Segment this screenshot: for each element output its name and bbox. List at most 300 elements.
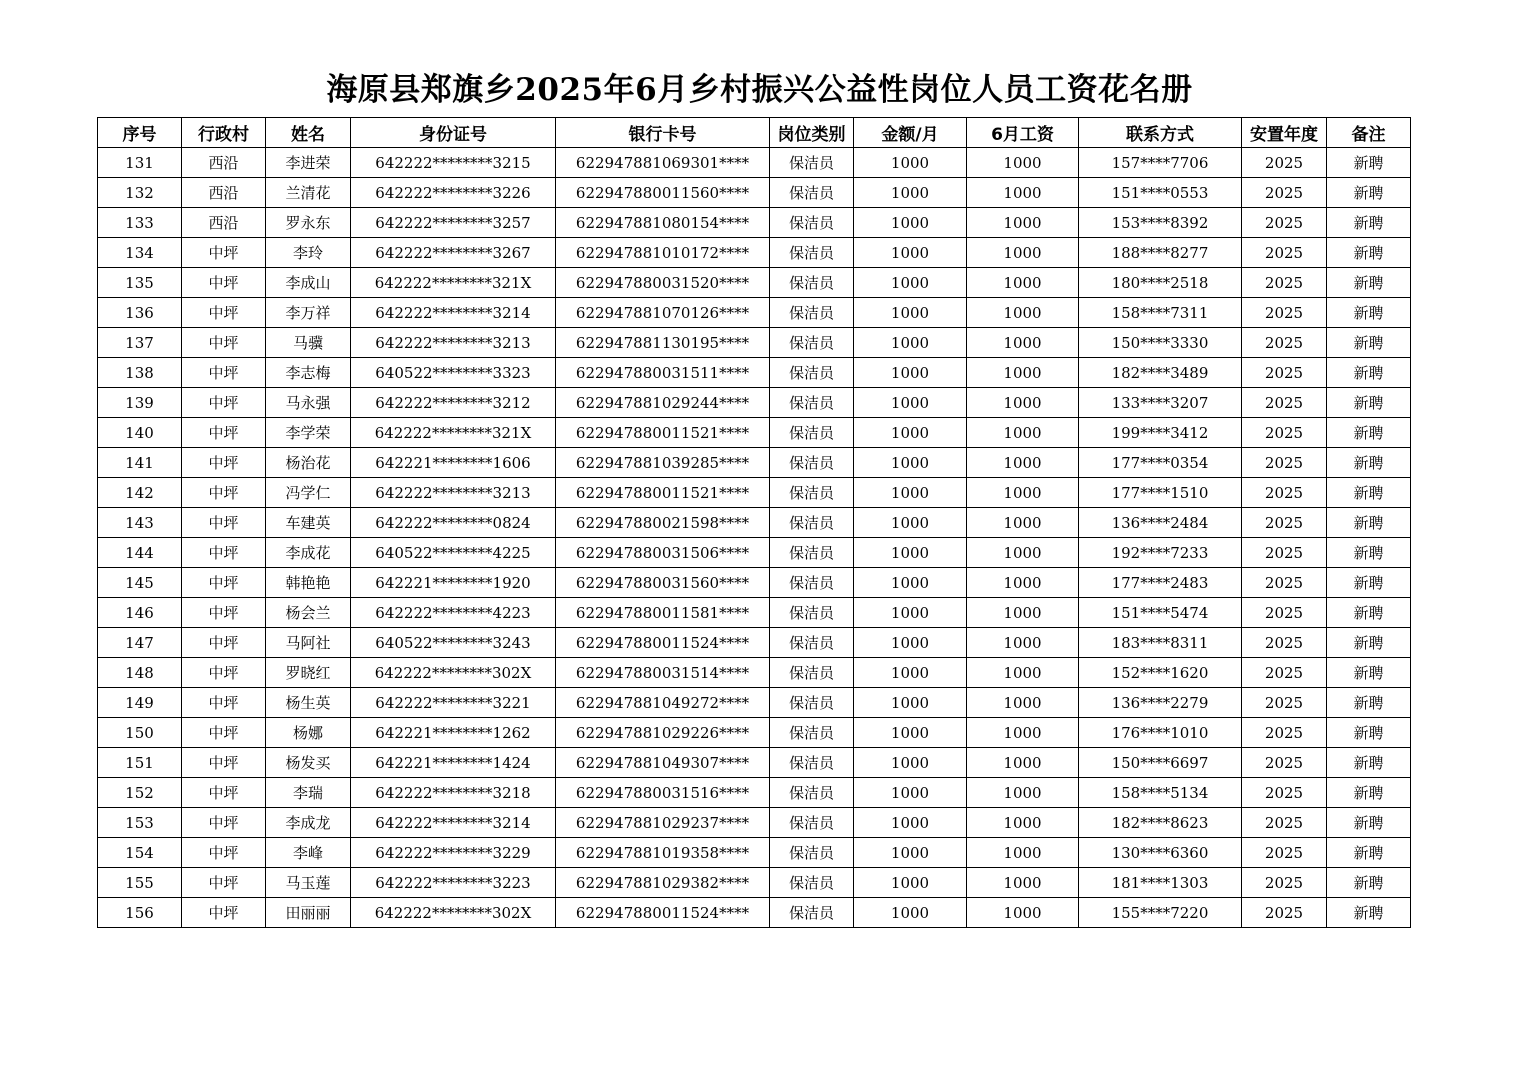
cell-monthly-amount: 1000 [854, 538, 967, 568]
cell-id-number: 642222********3226 [351, 178, 556, 208]
cell-position: 保洁员 [770, 508, 854, 538]
cell-june-wage: 1000 [967, 448, 1079, 478]
cell-remarks: 新聘 [1327, 148, 1411, 178]
cell-position: 保洁员 [770, 358, 854, 388]
cell-id-number: 642222********3214 [351, 808, 556, 838]
cell-monthly-amount: 1000 [854, 208, 967, 238]
cell-position: 保洁员 [770, 838, 854, 868]
cell-name: 马永强 [266, 388, 351, 418]
cell-village: 中坪 [182, 478, 266, 508]
cell-monthly-amount: 1000 [854, 478, 967, 508]
cell-placement-year: 2025 [1242, 208, 1327, 238]
cell-index: 134 [98, 238, 182, 268]
col-header-contact: 联系方式 [1079, 118, 1242, 148]
cell-index: 154 [98, 838, 182, 868]
cell-bank-card: 622947880031520**** [556, 268, 770, 298]
cell-june-wage: 1000 [967, 478, 1079, 508]
cell-contact: 177****2483 [1079, 568, 1242, 598]
cell-name: 马玉莲 [266, 868, 351, 898]
cell-monthly-amount: 1000 [854, 268, 967, 298]
cell-id-number: 642222********0824 [351, 508, 556, 538]
cell-monthly-amount: 1000 [854, 388, 967, 418]
col-header-position: 岗位类别 [770, 118, 854, 148]
cell-placement-year: 2025 [1242, 268, 1327, 298]
cell-village: 中坪 [182, 658, 266, 688]
table-row [98, 898, 1411, 928]
cell-bank-card: 622947880011581**** [556, 598, 770, 628]
cell-contact: 199****3412 [1079, 418, 1242, 448]
cell-index: 138 [98, 358, 182, 388]
cell-name: 李瑞 [266, 778, 351, 808]
table-row [98, 748, 1411, 778]
cell-id-number: 642222********3229 [351, 838, 556, 868]
cell-name: 田丽丽 [266, 898, 351, 928]
cell-placement-year: 2025 [1242, 748, 1327, 778]
cell-monthly-amount: 1000 [854, 358, 967, 388]
cell-remarks: 新聘 [1327, 658, 1411, 688]
cell-index: 152 [98, 778, 182, 808]
cell-position: 保洁员 [770, 778, 854, 808]
cell-placement-year: 2025 [1242, 478, 1327, 508]
cell-village: 中坪 [182, 538, 266, 568]
cell-name: 韩艳艳 [266, 568, 351, 598]
cell-remarks: 新聘 [1327, 388, 1411, 418]
cell-name: 罗永东 [266, 208, 351, 238]
cell-village: 中坪 [182, 298, 266, 328]
cell-village: 中坪 [182, 388, 266, 418]
cell-bank-card: 622947881080154**** [556, 208, 770, 238]
cell-village: 中坪 [182, 808, 266, 838]
cell-placement-year: 2025 [1242, 778, 1327, 808]
cell-name: 李万祥 [266, 298, 351, 328]
cell-june-wage: 1000 [967, 178, 1079, 208]
cell-village: 西沿 [182, 148, 266, 178]
cell-position: 保洁员 [770, 268, 854, 298]
cell-contact: 176****1010 [1079, 718, 1242, 748]
cell-bank-card: 622947880031516**** [556, 778, 770, 808]
cell-contact: 158****5134 [1079, 778, 1242, 808]
cell-monthly-amount: 1000 [854, 808, 967, 838]
cell-remarks: 新聘 [1327, 898, 1411, 928]
cell-village: 中坪 [182, 778, 266, 808]
cell-contact: 136****2484 [1079, 508, 1242, 538]
table-row [98, 418, 1411, 448]
cell-bank-card: 622947881039285**** [556, 448, 770, 478]
cell-position: 保洁员 [770, 628, 854, 658]
table-row [98, 868, 1411, 898]
page-title: 海原县郑旗乡2025年6月乡村振兴公益性岗位人员工资花名册 [326, 72, 1193, 108]
cell-contact: 130****6360 [1079, 838, 1242, 868]
col-header-bank-card: 银行卡号 [556, 118, 770, 148]
cell-remarks: 新聘 [1327, 778, 1411, 808]
cell-id-number: 642222********3257 [351, 208, 556, 238]
cell-bank-card: 622947881069301**** [556, 148, 770, 178]
cell-remarks: 新聘 [1327, 628, 1411, 658]
table-row [98, 658, 1411, 688]
cell-placement-year: 2025 [1242, 568, 1327, 598]
cell-village: 中坪 [182, 268, 266, 298]
cell-position: 保洁员 [770, 568, 854, 598]
cell-bank-card: 622947881049272**** [556, 688, 770, 718]
cell-placement-year: 2025 [1242, 238, 1327, 268]
cell-position: 保洁员 [770, 178, 854, 208]
cell-placement-year: 2025 [1242, 298, 1327, 328]
cell-bank-card: 622947880031514**** [556, 658, 770, 688]
table-row [98, 508, 1411, 538]
table-row [98, 148, 1411, 178]
cell-monthly-amount: 1000 [854, 298, 967, 328]
cell-position: 保洁员 [770, 328, 854, 358]
cell-placement-year: 2025 [1242, 148, 1327, 178]
cell-name: 李志梅 [266, 358, 351, 388]
cell-name: 杨发买 [266, 748, 351, 778]
table-header-row [98, 118, 1411, 148]
cell-contact: 151****0553 [1079, 178, 1242, 208]
col-header-placement-year: 安置年度 [1242, 118, 1327, 148]
cell-index: 140 [98, 418, 182, 448]
cell-name: 兰清花 [266, 178, 351, 208]
cell-bank-card: 622947880011524**** [556, 628, 770, 658]
cell-position: 保洁员 [770, 448, 854, 478]
cell-id-number: 642222********321X [351, 268, 556, 298]
cell-position: 保洁员 [770, 238, 854, 268]
cell-bank-card: 622947881019358**** [556, 838, 770, 868]
cell-index: 141 [98, 448, 182, 478]
cell-village: 中坪 [182, 898, 266, 928]
cell-june-wage: 1000 [967, 358, 1079, 388]
cell-remarks: 新聘 [1327, 868, 1411, 898]
cell-june-wage: 1000 [967, 298, 1079, 328]
cell-bank-card: 622947881130195**** [556, 328, 770, 358]
cell-id-number: 640522********3243 [351, 628, 556, 658]
cell-position: 保洁员 [770, 478, 854, 508]
table-row [98, 568, 1411, 598]
cell-june-wage: 1000 [967, 838, 1079, 868]
cell-village: 中坪 [182, 868, 266, 898]
cell-remarks: 新聘 [1327, 208, 1411, 238]
cell-name: 冯学仁 [266, 478, 351, 508]
cell-june-wage: 1000 [967, 688, 1079, 718]
cell-village: 中坪 [182, 718, 266, 748]
table-row [98, 388, 1411, 418]
cell-position: 保洁员 [770, 208, 854, 238]
cell-remarks: 新聘 [1327, 838, 1411, 868]
cell-remarks: 新聘 [1327, 538, 1411, 568]
cell-id-number: 642222********3221 [351, 688, 556, 718]
cell-bank-card: 622947881070126**** [556, 298, 770, 328]
cell-monthly-amount: 1000 [854, 148, 967, 178]
cell-bank-card: 622947881029226**** [556, 718, 770, 748]
cell-id-number: 642221********1920 [351, 568, 556, 598]
cell-name: 李玲 [266, 238, 351, 268]
cell-remarks: 新聘 [1327, 508, 1411, 538]
cell-placement-year: 2025 [1242, 358, 1327, 388]
cell-remarks: 新聘 [1327, 688, 1411, 718]
cell-remarks: 新聘 [1327, 268, 1411, 298]
table-row [98, 268, 1411, 298]
cell-position: 保洁员 [770, 718, 854, 748]
cell-id-number: 642222********302X [351, 898, 556, 928]
table-row [98, 478, 1411, 508]
cell-bank-card: 622947880021598**** [556, 508, 770, 538]
cell-bank-card: 622947880011521**** [556, 418, 770, 448]
cell-june-wage: 1000 [967, 868, 1079, 898]
cell-name: 李学荣 [266, 418, 351, 448]
cell-position: 保洁员 [770, 898, 854, 928]
cell-index: 139 [98, 388, 182, 418]
cell-june-wage: 1000 [967, 898, 1079, 928]
table-row [98, 208, 1411, 238]
cell-remarks: 新聘 [1327, 328, 1411, 358]
cell-placement-year: 2025 [1242, 838, 1327, 868]
cell-bank-card: 622947881029244**** [556, 388, 770, 418]
table-row [98, 598, 1411, 628]
cell-name: 杨娜 [266, 718, 351, 748]
table-row [98, 838, 1411, 868]
cell-placement-year: 2025 [1242, 688, 1327, 718]
cell-position: 保洁员 [770, 868, 854, 898]
cell-june-wage: 1000 [967, 388, 1079, 418]
cell-name: 杨会兰 [266, 598, 351, 628]
cell-village: 中坪 [182, 448, 266, 478]
cell-name: 马阿社 [266, 628, 351, 658]
cell-index: 144 [98, 538, 182, 568]
cell-remarks: 新聘 [1327, 568, 1411, 598]
cell-bank-card: 622947880011524**** [556, 898, 770, 928]
cell-june-wage: 1000 [967, 238, 1079, 268]
col-header-village: 行政村 [182, 118, 266, 148]
cell-name: 李成花 [266, 538, 351, 568]
cell-id-number: 642221********1262 [351, 718, 556, 748]
cell-id-number: 642222********3223 [351, 868, 556, 898]
cell-name: 罗晓红 [266, 658, 351, 688]
cell-monthly-amount: 1000 [854, 868, 967, 898]
cell-name: 马骥 [266, 328, 351, 358]
cell-village: 西沿 [182, 208, 266, 238]
cell-bank-card: 622947881010172**** [556, 238, 770, 268]
col-header-index: 序号 [98, 118, 182, 148]
cell-contact: 150****3330 [1079, 328, 1242, 358]
cell-monthly-amount: 1000 [854, 448, 967, 478]
cell-index: 136 [98, 298, 182, 328]
cell-index: 143 [98, 508, 182, 538]
cell-position: 保洁员 [770, 148, 854, 178]
cell-bank-card: 622947880031560**** [556, 568, 770, 598]
cell-contact: 155****7220 [1079, 898, 1242, 928]
cell-position: 保洁员 [770, 388, 854, 418]
cell-position: 保洁员 [770, 418, 854, 448]
col-header-id-number: 身份证号 [351, 118, 556, 148]
table-row [98, 238, 1411, 268]
cell-position: 保洁员 [770, 658, 854, 688]
cell-monthly-amount: 1000 [854, 598, 967, 628]
cell-remarks: 新聘 [1327, 478, 1411, 508]
cell-index: 145 [98, 568, 182, 598]
cell-contact: 153****8392 [1079, 208, 1242, 238]
cell-contact: 177****0354 [1079, 448, 1242, 478]
cell-placement-year: 2025 [1242, 418, 1327, 448]
cell-contact: 151****5474 [1079, 598, 1242, 628]
cell-june-wage: 1000 [967, 148, 1079, 178]
cell-june-wage: 1000 [967, 808, 1079, 838]
cell-placement-year: 2025 [1242, 448, 1327, 478]
cell-index: 155 [98, 868, 182, 898]
cell-position: 保洁员 [770, 688, 854, 718]
cell-id-number: 642222********3214 [351, 298, 556, 328]
cell-village: 中坪 [182, 628, 266, 658]
cell-placement-year: 2025 [1242, 868, 1327, 898]
cell-village: 中坪 [182, 688, 266, 718]
cell-remarks: 新聘 [1327, 298, 1411, 328]
cell-contact: 157****7706 [1079, 148, 1242, 178]
cell-id-number: 642222********3218 [351, 778, 556, 808]
cell-contact: 192****7233 [1079, 538, 1242, 568]
cell-bank-card: 622947881029237**** [556, 808, 770, 838]
cell-position: 保洁员 [770, 298, 854, 328]
cell-id-number: 642222********302X [351, 658, 556, 688]
cell-index: 150 [98, 718, 182, 748]
cell-name: 李成山 [266, 268, 351, 298]
cell-june-wage: 1000 [967, 598, 1079, 628]
cell-june-wage: 1000 [967, 778, 1079, 808]
cell-contact: 136****2279 [1079, 688, 1242, 718]
cell-village: 中坪 [182, 838, 266, 868]
cell-position: 保洁员 [770, 538, 854, 568]
cell-id-number: 642222********3215 [351, 148, 556, 178]
cell-village: 中坪 [182, 328, 266, 358]
table-row [98, 358, 1411, 388]
table-row [98, 178, 1411, 208]
cell-june-wage: 1000 [967, 418, 1079, 448]
cell-june-wage: 1000 [967, 508, 1079, 538]
cell-id-number: 642222********321X [351, 418, 556, 448]
table-row [98, 688, 1411, 718]
cell-monthly-amount: 1000 [854, 568, 967, 598]
cell-monthly-amount: 1000 [854, 178, 967, 208]
cell-index: 151 [98, 748, 182, 778]
cell-placement-year: 2025 [1242, 178, 1327, 208]
cell-remarks: 新聘 [1327, 448, 1411, 478]
cell-june-wage: 1000 [967, 328, 1079, 358]
cell-contact: 182****3489 [1079, 358, 1242, 388]
cell-monthly-amount: 1000 [854, 748, 967, 778]
cell-contact: 181****1303 [1079, 868, 1242, 898]
cell-contact: 180****2518 [1079, 268, 1242, 298]
cell-index: 131 [98, 148, 182, 178]
cell-placement-year: 2025 [1242, 898, 1327, 928]
cell-village: 中坪 [182, 748, 266, 778]
cell-monthly-amount: 1000 [854, 718, 967, 748]
cell-index: 146 [98, 598, 182, 628]
cell-village: 中坪 [182, 358, 266, 388]
cell-index: 147 [98, 628, 182, 658]
cell-bank-card: 622947881029382**** [556, 868, 770, 898]
cell-index: 142 [98, 478, 182, 508]
cell-placement-year: 2025 [1242, 808, 1327, 838]
cell-placement-year: 2025 [1242, 598, 1327, 628]
cell-index: 137 [98, 328, 182, 358]
cell-june-wage: 1000 [967, 268, 1079, 298]
cell-monthly-amount: 1000 [854, 508, 967, 538]
cell-june-wage: 1000 [967, 718, 1079, 748]
cell-village: 中坪 [182, 418, 266, 448]
cell-placement-year: 2025 [1242, 388, 1327, 418]
cell-placement-year: 2025 [1242, 328, 1327, 358]
cell-index: 132 [98, 178, 182, 208]
cell-village: 中坪 [182, 598, 266, 628]
cell-contact: 183****8311 [1079, 628, 1242, 658]
cell-remarks: 新聘 [1327, 598, 1411, 628]
cell-placement-year: 2025 [1242, 718, 1327, 748]
cell-village: 中坪 [182, 238, 266, 268]
cell-id-number: 642222********3212 [351, 388, 556, 418]
cell-position: 保洁员 [770, 808, 854, 838]
cell-name: 李成龙 [266, 808, 351, 838]
cell-id-number: 640522********4225 [351, 538, 556, 568]
cell-village: 中坪 [182, 568, 266, 598]
table-row [98, 808, 1411, 838]
cell-id-number: 642221********1424 [351, 748, 556, 778]
cell-monthly-amount: 1000 [854, 238, 967, 268]
cell-placement-year: 2025 [1242, 658, 1327, 688]
cell-position: 保洁员 [770, 748, 854, 778]
cell-remarks: 新聘 [1327, 238, 1411, 268]
cell-remarks: 新聘 [1327, 358, 1411, 388]
cell-contact: 150****6697 [1079, 748, 1242, 778]
roster-table [97, 117, 1411, 928]
table-row [98, 448, 1411, 478]
cell-placement-year: 2025 [1242, 538, 1327, 568]
cell-bank-card: 622947880011560**** [556, 178, 770, 208]
cell-index: 135 [98, 268, 182, 298]
cell-monthly-amount: 1000 [854, 328, 967, 358]
cell-bank-card: 622947880011521**** [556, 478, 770, 508]
cell-placement-year: 2025 [1242, 508, 1327, 538]
col-header-monthly-amount: 金额/月 [854, 118, 967, 148]
cell-name: 李进荣 [266, 148, 351, 178]
cell-name: 车建英 [266, 508, 351, 538]
cell-id-number: 642222********3213 [351, 328, 556, 358]
cell-contact: 177****1510 [1079, 478, 1242, 508]
cell-placement-year: 2025 [1242, 628, 1327, 658]
cell-remarks: 新聘 [1327, 808, 1411, 838]
cell-june-wage: 1000 [967, 568, 1079, 598]
cell-index: 149 [98, 688, 182, 718]
cell-remarks: 新聘 [1327, 418, 1411, 448]
col-header-june-wage: 6月工资 [967, 118, 1079, 148]
cell-june-wage: 1000 [967, 748, 1079, 778]
cell-index: 148 [98, 658, 182, 688]
cell-contact: 152****1620 [1079, 658, 1242, 688]
cell-bank-card: 622947880031506**** [556, 538, 770, 568]
cell-june-wage: 1000 [967, 658, 1079, 688]
cell-id-number: 642221********1606 [351, 448, 556, 478]
cell-position: 保洁员 [770, 598, 854, 628]
cell-remarks: 新聘 [1327, 748, 1411, 778]
table-row [98, 628, 1411, 658]
cell-village: 中坪 [182, 508, 266, 538]
cell-id-number: 642222********3213 [351, 478, 556, 508]
cell-index: 153 [98, 808, 182, 838]
table-row [98, 718, 1411, 748]
cell-name: 李峰 [266, 838, 351, 868]
cell-name: 杨生英 [266, 688, 351, 718]
cell-june-wage: 1000 [967, 628, 1079, 658]
cell-monthly-amount: 1000 [854, 418, 967, 448]
table-row [98, 328, 1411, 358]
cell-remarks: 新聘 [1327, 178, 1411, 208]
cell-remarks: 新聘 [1327, 718, 1411, 748]
